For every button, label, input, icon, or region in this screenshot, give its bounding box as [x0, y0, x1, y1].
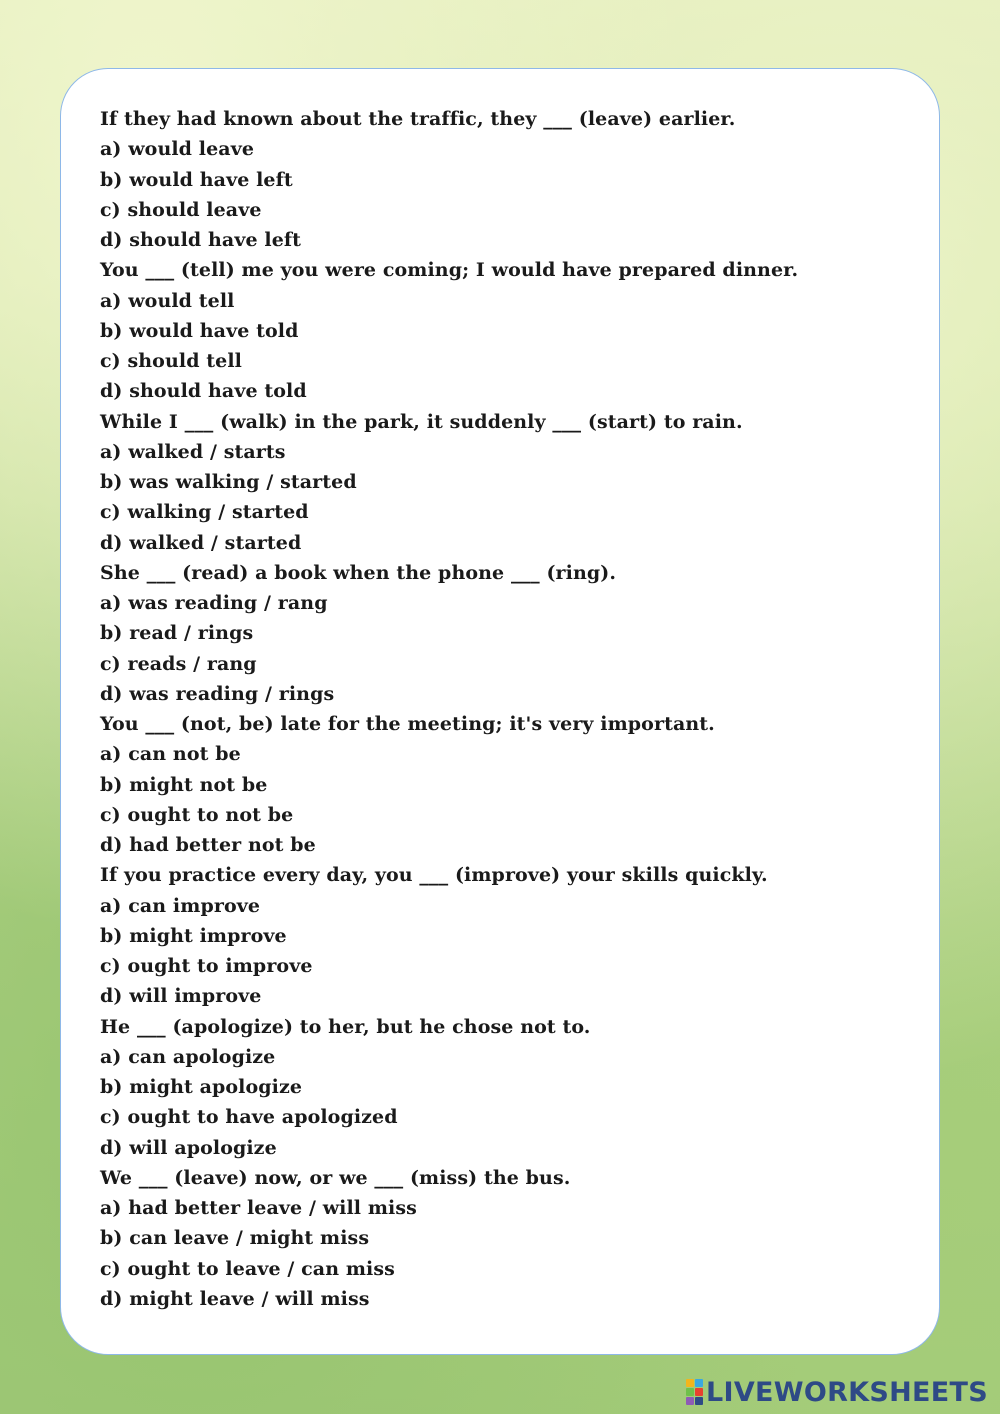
option-5c[interactable]: c) ought to not be — [100, 803, 294, 826]
option-5d[interactable]: d) had better not be — [100, 834, 316, 856]
question-5: You ___ (not, be) late for the meeting; it's very important. — [100, 713, 715, 735]
option-3c[interactable]: c) walking / started — [100, 501, 309, 524]
option-3a[interactable]: a) walked / starts — [100, 440, 286, 463]
question-8: We ___ (leave) now, or we ___ (miss) the bus. — [100, 1166, 571, 1189]
liveworksheets-logo — [686, 1374, 988, 1410]
option-7a[interactable]: a) can apologize — [100, 1045, 276, 1068]
option-1c[interactable]: c) should leave — [100, 198, 262, 221]
option-4c[interactable]: c) reads / rang — [100, 652, 257, 675]
question-3: While I ___ (walk) in the park, it suddenly ___ (start) to rain. — [100, 410, 743, 433]
logo-block — [695, 1388, 703, 1396]
option-1b[interactable]: b) would have left — [100, 168, 293, 191]
option-5b[interactable]: b) might not be — [100, 773, 268, 796]
option-4b[interactable]: b) read / rings — [100, 622, 254, 645]
option-2d[interactable]: d) should have told — [100, 380, 307, 403]
question-2: You ___ (tell) me you were coming; I would have prepared dinner. — [100, 259, 799, 282]
logo-block — [686, 1388, 694, 1396]
option-1a[interactable]: a) would leave — [100, 138, 255, 161]
option-3d[interactable]: d) walked / started — [100, 531, 302, 554]
option-7c[interactable]: c) ought to have apologized — [100, 1106, 398, 1129]
logo-block — [686, 1397, 694, 1405]
option-7b[interactable]: b) might apologize — [100, 1076, 303, 1098]
option-3b[interactable]: b) was walking / started — [100, 471, 357, 493]
option-5a[interactable]: a) can not be — [100, 743, 241, 766]
option-8d[interactable]: d) might leave / will miss — [100, 1287, 370, 1310]
question-6: If you practice every day, you ___ (improve) your skills quickly. — [100, 864, 768, 887]
exercise-list — [100, 104, 798, 1314]
question-7: He ___ (apologize) to her, but he chose not to. — [100, 1015, 591, 1038]
option-4a[interactable]: a) was reading / rang — [100, 592, 328, 614]
option-6a[interactable]: a) can improve — [100, 894, 261, 917]
logo-block — [686, 1379, 694, 1387]
logo-block — [695, 1379, 703, 1387]
logo-blocks-icon — [686, 1379, 703, 1405]
option-8c[interactable]: c) ought to leave / can miss — [100, 1257, 395, 1280]
question-4: She ___ (read) a book when the phone ___ (ring). — [100, 561, 617, 584]
option-8a[interactable]: a) had better leave / will miss — [100, 1197, 417, 1219]
option-6b[interactable]: b) might improve — [100, 924, 287, 947]
option-6d[interactable]: d) will improve — [100, 985, 262, 1008]
question-1: If they had known about the traffic, they ___ (leave) earlier. — [100, 108, 736, 130]
option-2c[interactable]: c) should tell — [100, 350, 242, 372]
option-4d[interactable]: d) was reading / rings — [100, 682, 335, 705]
option-6c[interactable]: c) ought to improve — [100, 955, 313, 977]
option-2b[interactable]: b) would have told — [100, 319, 299, 342]
option-7d[interactable]: d) will apologize — [100, 1136, 277, 1159]
logo-text: LIVEWORKSHEETS — [705, 1376, 988, 1408]
logo-block — [695, 1397, 703, 1405]
option-1d[interactable]: d) should have left — [100, 229, 302, 251]
option-8b[interactable]: b) can leave / might miss — [100, 1227, 370, 1250]
option-2a[interactable]: a) would tell — [100, 289, 235, 312]
